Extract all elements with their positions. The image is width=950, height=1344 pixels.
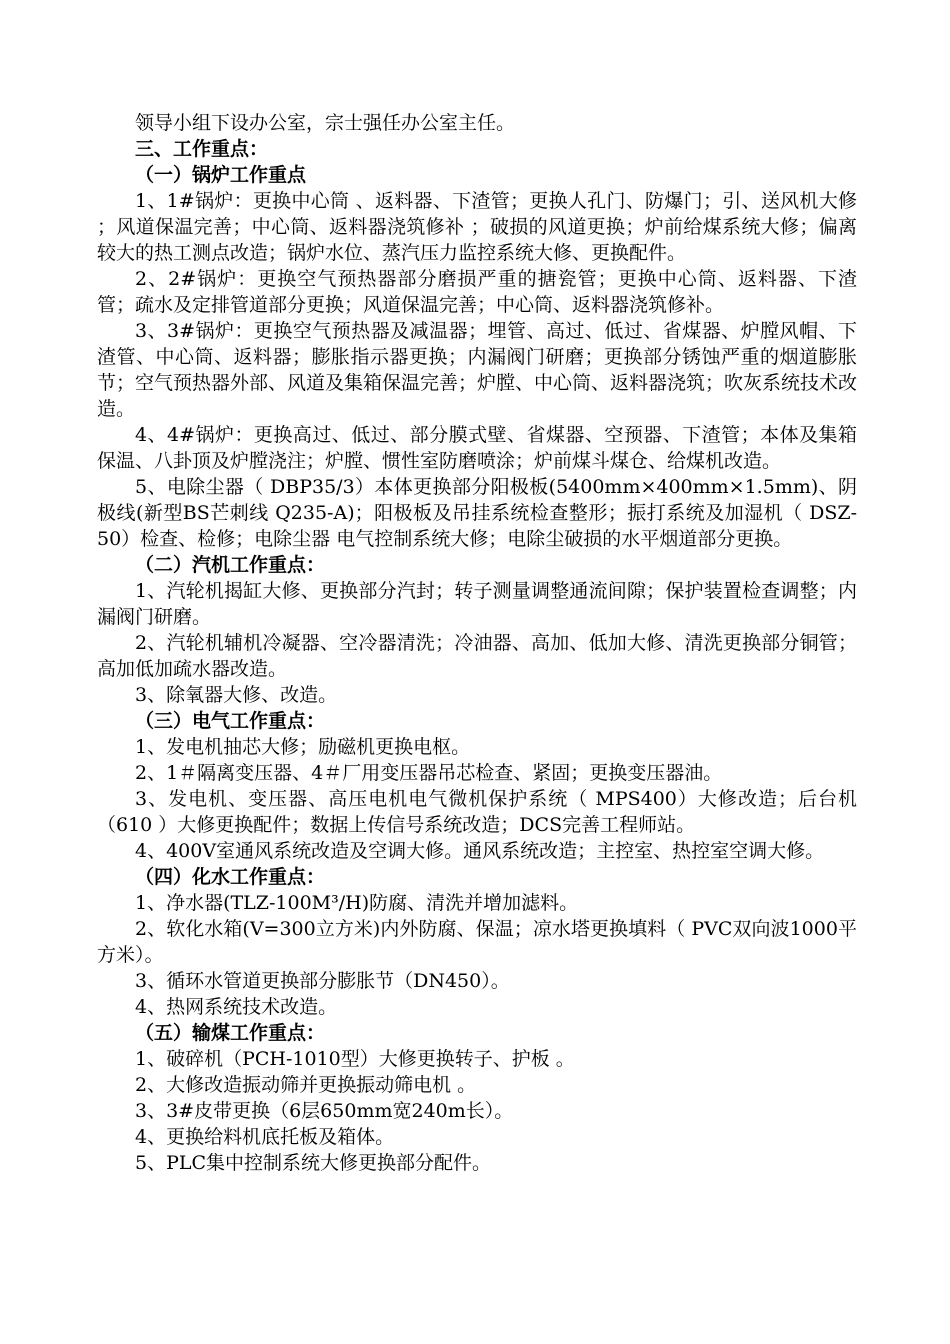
coal-item: 4、更换给料机底托板及箱体。 [135,1126,395,1148]
boiler-item: 2、2#锅炉：更换空气预热器部分磨损严重的搪瓷管；更换中心筒、返料器、下渣管；疏水及定排管道部分更换；风道保温完善；中心筒、返料器浇筑修补。 [97,268,857,316]
water-item: 1、净水器(TLZ-100M³/H)防腐、清洗并增加滤料。 [135,892,579,914]
coal-item: 3、3#皮带更换（6层650mm宽240m长）。 [135,1100,514,1122]
turbine-item: 1、汽轮机揭缸大修、更换部分汽封；转子测量调整通流间隙；保护装置检查调整；内漏阀门研磨。 [97,580,857,628]
water-heading: （四）化水工作重点： [135,866,326,888]
coal-item: 2、大修改造振动筛并更换振动筛电机 。 [135,1074,477,1096]
electrical-item: 1、发电机抽芯大修；励磁机更换电枢。 [135,736,471,758]
boiler-item: 4、4#锅炉：更换高过、低过、部分膜式壁、省煤器、空预器、下渣管；本体及集箱保温、八卦顶及炉膛浇注；炉膛、惯性室防磨喷涂；炉前煤斗煤仓、给煤机改造。 [97,424,857,472]
document-body [97,110,857,1176]
electrical-heading: （三）电气工作重点： [135,710,326,732]
electrical-item: 4、400V室通风系统改造及空调大修。通风系统改造；主控室、热控室空调大修。 [135,840,825,862]
water-item: 3、循环水管道更换部分膨胀节（DN450）。 [135,970,510,992]
turbine-item: 2、汽轮机辅机冷凝器、空冷器清洗；冷油器、高加、低加大修、清洗更换部分铜管；高加低加疏水器改造。 [97,632,857,680]
electrical-item: 2、1＃隔离变压器、4＃厂用变压器吊芯检查、紧固；更换变压器油。 [135,762,723,784]
boiler-item: 3、3#锅炉：更换空气预热器及减温器；埋管、高过、低过、省煤器、炉膛风帽、下渣管、中心筒、返料器；膨胀指示器更换；内漏阀门研磨；更换部分锈蚀严重的烟道膨胀节；空气预热器外部、风道及集箱保温完善；炉膛、中心筒、返料器浇筑；吹灰系统技术改造。 [97,320,858,420]
section-title: 三、工作重点： [135,138,269,160]
boiler-item: 5、电除尘器（ DBP35/3）本体更换部分阳极板(5400mm×400mm×1.5mm)、阴极线(新型BS芒刺线 Q235-A)；阳极板及吊挂系统检查整形；振打系统及加湿机（ DSZ-50）检查、检修；电除尘器 电气控制系统大修；电除尘破损的水平烟道部分更换。 [97,476,857,550]
intro-paragraph: 领导小组下设办公室，宗士强任办公室主任。 [135,112,516,134]
coal-item: 5、PLC集中控制系统大修更换部分配件。 [135,1152,492,1174]
water-item: 4、热网系统技术改造。 [135,996,338,1018]
turbine-heading: （二）汽机工作重点： [135,554,326,576]
boiler-heading: （一）锅炉工作重点 [135,164,307,186]
turbine-item: 3、除氧器大修、改造。 [135,684,338,706]
water-item: 2、软化水箱(V=300立方米)内外防腐、保温；凉水塔更换填料（ PVC双向波1000平方米）。 [97,918,857,966]
boiler-item: 1、1#锅炉：更换中心筒 、返料器、下渣管；更换人孔门、防爆门；引、送风机大修 ；风道保温完善；中心筒、返料器浇筑修补 ；破损的风道更换；炉前给煤系统大修；偏离较大的热工测点改造；锅炉水位、蒸汽压力监控系统大修、更换配件。 [97,190,857,264]
electrical-item: 3、发电机、变压器、高压电机电气微机保护系统（ MPS400）大修改造；后台机（610 ）大修更换配件；数据上传信号系统改造；DCS完善工程师站。 [97,788,857,836]
coal-heading: （五）输煤工作重点： [135,1022,326,1044]
coal-item: 1、破碎机（PCH-1010型）大修更换转子、护板 。 [135,1048,575,1070]
